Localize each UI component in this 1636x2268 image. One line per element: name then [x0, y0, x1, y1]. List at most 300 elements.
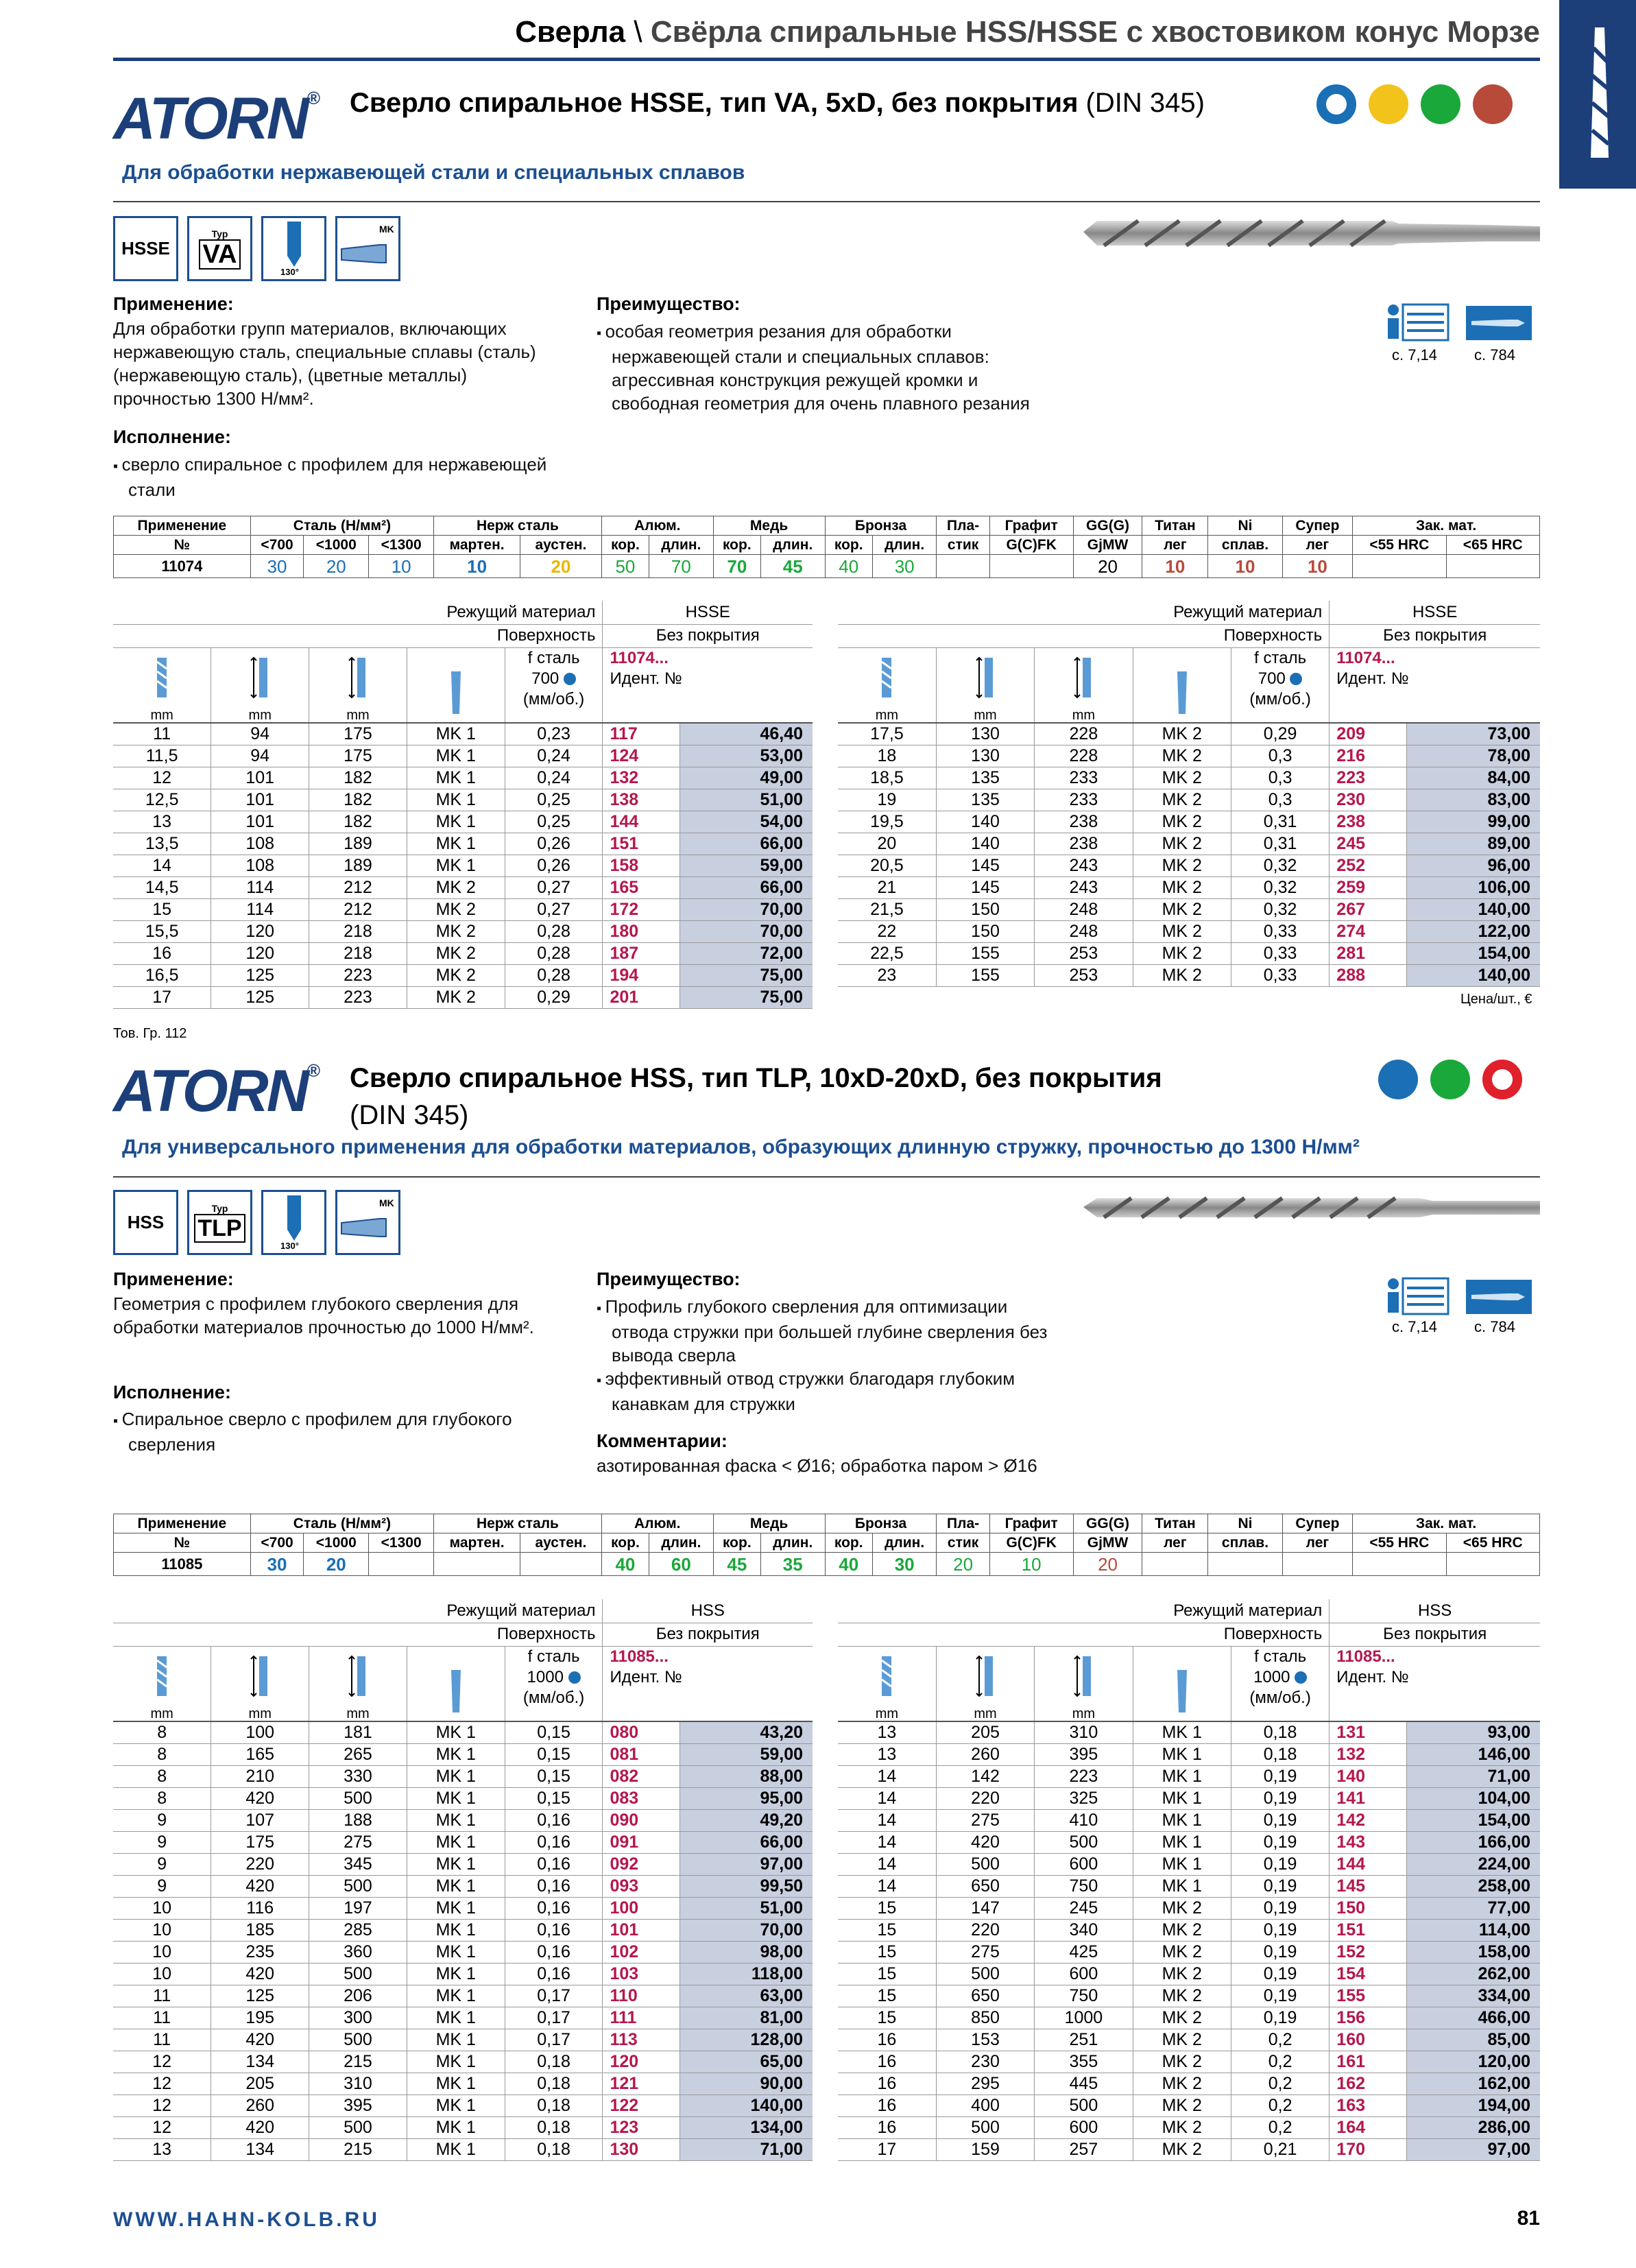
- table-row[interactable]: [113, 789, 813, 811]
- diameter-cell: 16: [838, 2029, 936, 2051]
- table-row[interactable]: [838, 767, 1540, 789]
- ident-cell: 158: [603, 855, 679, 876]
- total-length-cell: 181: [309, 1721, 407, 1743]
- price-cell: 70,00: [679, 898, 813, 920]
- app-subheader-cell: <1000: [304, 1533, 369, 1553]
- feed-cell: 0,32: [1231, 876, 1329, 898]
- table-row[interactable]: [838, 2138, 1540, 2160]
- total-length-cell: 245: [1035, 1897, 1133, 1919]
- feed-cell: 0,16: [505, 1809, 603, 1831]
- flute-length-cell: 295: [936, 2073, 1034, 2094]
- diameter-cell: 14,5: [113, 876, 211, 898]
- table-row[interactable]: [113, 964, 813, 986]
- app-value-cell: [1208, 1553, 1282, 1576]
- total-length-cell: 182: [309, 789, 407, 811]
- table-row[interactable]: [113, 723, 813, 745]
- price-cell: 96,00: [1406, 855, 1540, 876]
- feed-cell: 0,19: [1231, 1809, 1329, 1831]
- flute-length-cell: 135: [936, 767, 1034, 789]
- table-row[interactable]: [838, 2073, 1540, 2094]
- feed-cell: 0,28: [505, 920, 603, 942]
- feed-cell: 0,18: [505, 2116, 603, 2138]
- feed-cell: 0,15: [505, 1743, 603, 1765]
- total-length-cell: 285: [309, 1919, 407, 1941]
- diameter-cell: 9: [113, 1875, 211, 1897]
- taper-cell: MK 2: [407, 920, 505, 942]
- price-cell: 59,00: [679, 855, 813, 876]
- app-header-cell: Сталь (Н/мм²): [250, 516, 433, 536]
- price-cell: 46,40: [679, 723, 813, 745]
- table-row[interactable]: [838, 1897, 1540, 1919]
- table-row[interactable]: [113, 2051, 813, 2073]
- price-cell: 49,20: [679, 1809, 813, 1831]
- price-cell: 66,00: [679, 833, 813, 855]
- app-value-cell: [1353, 555, 1446, 578]
- app-subheader-cell: мартен.: [434, 1533, 520, 1553]
- svg-text:130°: 130°: [280, 1240, 299, 1250]
- diameter-cell: 11: [113, 723, 211, 745]
- table-row[interactable]: [113, 986, 813, 1008]
- table-row[interactable]: [113, 1853, 813, 1875]
- table-row[interactable]: [113, 1831, 813, 1853]
- table-row[interactable]: [838, 1809, 1540, 1831]
- diameter-cell: 12,5: [113, 789, 211, 811]
- table-row[interactable]: [838, 964, 1540, 986]
- flute-length-cell: 150: [936, 898, 1034, 920]
- table-row[interactable]: [113, 876, 813, 898]
- diameter-cell: 14: [838, 1787, 936, 1809]
- price-cell: 134,00: [679, 2116, 813, 2138]
- app-header-cell: Медь: [713, 516, 825, 536]
- app-subheader-cell: аустен.: [520, 536, 602, 555]
- diameter-cell: 20,5: [838, 855, 936, 876]
- table-row[interactable]: [838, 2029, 1540, 2051]
- app-subheader-cell: <1000: [304, 536, 369, 555]
- total-length-cell: 253: [1035, 964, 1133, 986]
- table-row[interactable]: [113, 2138, 813, 2160]
- total-length-cell: 1000: [1035, 2007, 1133, 2029]
- feed-cell: 0,19: [1231, 1853, 1329, 1875]
- feed-cell: 0,16: [505, 1963, 603, 1985]
- table-row[interactable]: [113, 1787, 813, 1809]
- ident-cell: 144: [1330, 1853, 1407, 1875]
- ident-cell: 083: [603, 1787, 679, 1809]
- diameter-cell: 16,5: [113, 964, 211, 986]
- type-va-icon: Typ VA: [187, 216, 252, 281]
- flute-length-cell: 650: [936, 1985, 1034, 2007]
- total-length-cell: 215: [309, 2138, 407, 2160]
- table-row[interactable]: [113, 855, 813, 876]
- table-row[interactable]: [838, 1875, 1540, 1897]
- feed-cell: 0,18: [1231, 1721, 1329, 1743]
- surface-value: Без покрытия: [603, 1623, 813, 1646]
- app-subheader-cell: лег: [1142, 1533, 1208, 1553]
- advantage-list: ▪ Профиль глубокого сверления для оптимизации отвода стружки при большей глубине сверления без вывода сверла ▪ эффективный отвод стружки благодаря глубоким канавкам для стружки: [597, 1295, 1063, 1416]
- diameter-cell: 13: [113, 811, 211, 833]
- table-row[interactable]: [838, 1963, 1540, 1985]
- price-cell: 83,00: [1406, 789, 1540, 811]
- feed-cell: 0,21: [1231, 2138, 1329, 2160]
- app-subheader-cell: лег: [1282, 1533, 1352, 1553]
- price-cell: 72,00: [679, 942, 813, 964]
- app-subheader-cell: <1300: [369, 536, 434, 555]
- flute-length-cell: 101: [211, 811, 309, 833]
- product-table-right: [838, 601, 1540, 987]
- total-length-cell: 340: [1035, 1919, 1133, 1941]
- app-header-cell: Медь: [713, 1514, 825, 1533]
- total-length-cell: 310: [309, 2073, 407, 2094]
- app-header-cell: Зак. мат.: [1353, 516, 1540, 536]
- total-length-cell: 500: [309, 1787, 407, 1809]
- app-header-cell: Алюм.: [601, 1514, 713, 1533]
- app-subheader-cell: длин.: [760, 1533, 825, 1553]
- flute-length-cell: 150: [936, 920, 1034, 942]
- table-row[interactable]: [838, 1919, 1540, 1941]
- flute-length-icon: mm: [211, 647, 309, 723]
- ident-cell: 187: [603, 942, 679, 964]
- table-row[interactable]: [838, 789, 1540, 811]
- svg-text:MK: MK: [378, 223, 394, 235]
- page-ref[interactable]: с. 7,14: [1392, 346, 1438, 363]
- material-label: Режущий материал: [113, 1599, 603, 1623]
- feed-cell: 0,16: [505, 1941, 603, 1963]
- taper-cell: MK 2: [407, 876, 505, 898]
- diameter-cell: 17: [113, 986, 211, 1008]
- table-row[interactable]: [113, 1897, 813, 1919]
- app-value-cell: [937, 555, 989, 578]
- price-cell: 63,00: [679, 1985, 813, 2007]
- diameter-cell: 17,5: [838, 723, 936, 745]
- total-length-cell: 223: [309, 986, 407, 1008]
- table-row[interactable]: [838, 855, 1540, 876]
- table-row[interactable]: [838, 1743, 1540, 1765]
- total-length-cell: 182: [309, 811, 407, 833]
- ident-cell: 132: [1330, 1743, 1407, 1765]
- table-row[interactable]: [113, 767, 813, 789]
- surface-label: Поверхность: [838, 1623, 1330, 1646]
- flute-length-cell: 125: [211, 986, 309, 1008]
- app-header-cell: Пла-: [937, 1514, 989, 1533]
- feed-header: f сталь 1000 (мм/об.): [1231, 1646, 1329, 1721]
- ident-cell: 143: [1330, 1831, 1407, 1853]
- total-length-cell: 600: [1035, 1963, 1133, 1985]
- total-length-cell: 500: [309, 2116, 407, 2138]
- table-row[interactable]: [838, 811, 1540, 833]
- diameter-cell: 15: [838, 1985, 936, 2007]
- price-cell: 70,00: [679, 1919, 813, 1941]
- table-row[interactable]: [838, 833, 1540, 855]
- flute-length-cell: 94: [211, 723, 309, 745]
- price-cell: 140,00: [1406, 964, 1540, 986]
- table-row[interactable]: [838, 1831, 1540, 1853]
- ident-cell: 101: [603, 1919, 679, 1941]
- app-header-cell: Графит: [989, 516, 1073, 536]
- table-row[interactable]: [838, 1721, 1540, 1743]
- feed-cell: 0,33: [1231, 964, 1329, 986]
- ident-cell: 238: [1330, 811, 1407, 833]
- app-value-cell: [434, 1553, 520, 1576]
- taper-cell: MK 2: [1133, 1897, 1231, 1919]
- total-length-icon: mm: [1035, 1646, 1133, 1721]
- table-row[interactable]: [113, 898, 813, 920]
- app-value-cell: 10: [1282, 555, 1352, 578]
- feed-cell: 0,24: [505, 767, 603, 789]
- taper-icon: [407, 1646, 505, 1721]
- total-length-cell: 233: [1035, 767, 1133, 789]
- flute-length-cell: 134: [211, 2051, 309, 2073]
- table-row[interactable]: [838, 876, 1540, 898]
- table-row[interactable]: [113, 745, 813, 767]
- app-value-cell: 70: [713, 555, 760, 578]
- ident-cell: 100: [603, 1897, 679, 1919]
- diameter-cell: 12: [113, 2073, 211, 2094]
- total-length-cell: 248: [1035, 898, 1133, 920]
- product-table-right: [838, 1599, 1540, 2161]
- table-row[interactable]: [838, 1985, 1540, 2007]
- taper-cell: MK 1: [407, 1765, 505, 1787]
- price-cell: 258,00: [1406, 1875, 1540, 1897]
- ident-cell: 165: [603, 876, 679, 898]
- taper-icon: [407, 647, 505, 723]
- feed-cell: 0,27: [505, 898, 603, 920]
- drill-ref-icon[interactable]: [1466, 306, 1532, 344]
- app-value-cell: 60: [649, 1553, 714, 1576]
- diameter-cell: 22: [838, 920, 936, 942]
- table-row[interactable]: [113, 2007, 813, 2029]
- diameter-cell: 14: [838, 1853, 936, 1875]
- feed-cell: 0,23: [505, 723, 603, 745]
- taper-cell: MK 2: [407, 986, 505, 1008]
- app-value-cell: 40: [825, 1553, 872, 1576]
- table-row[interactable]: [838, 2007, 1540, 2029]
- flute-length-cell: 260: [211, 2094, 309, 2116]
- table-row[interactable]: [113, 1963, 813, 1985]
- application-table: [113, 1514, 1540, 1576]
- table-row[interactable]: [113, 2116, 813, 2138]
- material-dot: [1369, 84, 1408, 124]
- ident-cell: 161: [1330, 2051, 1407, 2073]
- info-icon[interactable]: [1385, 1276, 1451, 1320]
- diameter-cell: 13: [838, 1743, 936, 1765]
- total-length-cell: 257: [1035, 2138, 1133, 2160]
- feed-cell: 0,16: [505, 1853, 603, 1875]
- table-row[interactable]: [838, 2116, 1540, 2138]
- diameter-cell: 15: [838, 2007, 936, 2029]
- price-cell: 90,00: [679, 2073, 813, 2094]
- taper-cell: MK 2: [1133, 1941, 1231, 1963]
- table-row[interactable]: [838, 745, 1540, 767]
- taper-cell: MK 1: [407, 1809, 505, 1831]
- feed-header: f сталь 700 (мм/об.): [505, 647, 603, 723]
- execution-list: ▪ сверло спиральное с профилем для нержавеющей стали: [113, 453, 552, 501]
- ident-header: 11085... Идент. №: [603, 1646, 813, 1721]
- app-subheader-cell: длин.: [649, 536, 714, 555]
- price-cell: 286,00: [1406, 2116, 1540, 2138]
- table-row[interactable]: [838, 1941, 1540, 1963]
- feed-dot-icon: [568, 1671, 581, 1684]
- diameter-cell: 14: [113, 855, 211, 876]
- ident-header: 11074... Идент. №: [1330, 647, 1540, 723]
- price-cell: 122,00: [1406, 920, 1540, 942]
- execution-heading: Исполнение:: [113, 427, 231, 447]
- taper-cell: MK 1: [1133, 1853, 1231, 1875]
- taper-cell: MK 2: [1133, 745, 1231, 767]
- feed-cell: 0,17: [505, 1985, 603, 2007]
- advantage-heading: Преимущество:: [597, 294, 741, 314]
- feed-cell: 0,2: [1231, 2029, 1329, 2051]
- flute-length-cell: 220: [936, 1787, 1034, 1809]
- price-cell: 75,00: [679, 964, 813, 986]
- table-row[interactable]: [838, 920, 1540, 942]
- total-length-cell: 500: [309, 1963, 407, 1985]
- taper-cell: MK 1: [407, 789, 505, 811]
- table-row[interactable]: [113, 920, 813, 942]
- table-row[interactable]: [113, 1919, 813, 1941]
- ident-cell: 092: [603, 1853, 679, 1875]
- atorn-logo: ATORN®: [113, 86, 320, 152]
- total-length-cell: 355: [1035, 2051, 1133, 2073]
- app-subheader-cell: длин.: [872, 536, 937, 555]
- price-cell: 128,00: [679, 2029, 813, 2051]
- table-row[interactable]: [113, 2073, 813, 2094]
- ident-cell: 142: [1330, 1809, 1407, 1831]
- feed-cell: 0,2: [1231, 2094, 1329, 2116]
- ident-cell: 140: [1330, 1765, 1407, 1787]
- ident-cell: 123: [603, 2116, 679, 2138]
- flute-length-cell: 125: [211, 964, 309, 986]
- feed-cell: 0,16: [505, 1831, 603, 1853]
- table-row[interactable]: [838, 2051, 1540, 2073]
- table-row[interactable]: [113, 1941, 813, 1963]
- taper-cell: MK 1: [407, 1897, 505, 1919]
- ident-cell: 162: [1330, 2073, 1407, 2094]
- table-row[interactable]: [838, 1787, 1540, 1809]
- diameter-cell: 15: [838, 1897, 936, 1919]
- diameter-cell: 14: [838, 1765, 936, 1787]
- diameter-cell: 20: [838, 833, 936, 855]
- taper-cell: MK 1: [407, 2094, 505, 2116]
- table-row[interactable]: [113, 2029, 813, 2051]
- material-dot: [1421, 84, 1460, 124]
- info-icon[interactable]: [1385, 302, 1451, 346]
- price-cell: 71,00: [1406, 1765, 1540, 1787]
- taper-cell: MK 1: [407, 833, 505, 855]
- diameter-cell: 15: [838, 1919, 936, 1941]
- ident-cell: 082: [603, 1765, 679, 1787]
- table-row[interactable]: [113, 1985, 813, 2007]
- table-row[interactable]: [113, 1875, 813, 1897]
- app-value-cell: 10: [434, 555, 520, 578]
- taper-cell: MK 1: [407, 1963, 505, 1985]
- ident-cell: 223: [1330, 767, 1407, 789]
- drill-ref-icon[interactable]: [1466, 1280, 1532, 1317]
- ident-cell: 122: [603, 2094, 679, 2116]
- flute-length-cell: 275: [936, 1809, 1034, 1831]
- app-value-cell: [1353, 1553, 1446, 1576]
- table-row[interactable]: [838, 1765, 1540, 1787]
- app-code-cell: 11085: [114, 1553, 251, 1576]
- app-header-cell: Нерж сталь: [434, 516, 602, 536]
- table-row[interactable]: [838, 1853, 1540, 1875]
- website-footer[interactable]: WWW.HAHN-KOLB.RU: [113, 2208, 380, 2231]
- price-cell: 88,00: [679, 1765, 813, 1787]
- total-length-cell: 223: [1035, 1765, 1133, 1787]
- feed-cell: 0,19: [1231, 1787, 1329, 1809]
- type-tlp-icon: Typ TLP: [187, 1190, 252, 1255]
- taper-cell: MK 1: [1133, 1743, 1231, 1765]
- table-row[interactable]: [838, 723, 1540, 745]
- table-row[interactable]: [113, 833, 813, 855]
- flute-length-cell: 205: [211, 2073, 309, 2094]
- table-row[interactable]: [113, 1721, 813, 1743]
- material-value: HSSE: [1330, 601, 1540, 624]
- ident-cell: 103: [603, 1963, 679, 1985]
- feed-cell: 0,3: [1231, 767, 1329, 789]
- taper-cell: MK 2: [1133, 2007, 1231, 2029]
- feed-cell: 0,26: [505, 855, 603, 876]
- diameter-icon: mm: [838, 1646, 936, 1721]
- price-cell: 51,00: [679, 1897, 813, 1919]
- flute-length-cell: 235: [211, 1941, 309, 1963]
- app-value-cell: 20: [304, 555, 369, 578]
- taper-cell: MK 1: [407, 1787, 505, 1809]
- taper-cell: MK 1: [407, 1985, 505, 2007]
- table-row[interactable]: [113, 942, 813, 964]
- material-dot: [1378, 1060, 1418, 1099]
- table-row[interactable]: [113, 2094, 813, 2116]
- flute-length-cell: 101: [211, 767, 309, 789]
- flute-length-cell: 205: [936, 1721, 1034, 1743]
- hss-icon: HSS: [113, 1190, 178, 1255]
- app-subheader-cell: GjMW: [1073, 1533, 1142, 1553]
- app-value-cell: 20: [304, 1553, 369, 1576]
- diameter-cell: 16: [113, 942, 211, 964]
- diameter-icon: mm: [113, 647, 211, 723]
- point-angle-icon: [261, 1190, 326, 1255]
- table-row[interactable]: [113, 1809, 813, 1831]
- app-header-cell: Супер: [1282, 516, 1352, 536]
- page-ref[interactable]: с. 7,14: [1392, 1318, 1438, 1335]
- flute-length-cell: 145: [936, 876, 1034, 898]
- application-table: [113, 516, 1540, 578]
- total-length-cell: 410: [1035, 1809, 1133, 1831]
- surface-value: Без покрытия: [603, 624, 813, 647]
- table-row[interactable]: [838, 898, 1540, 920]
- diameter-cell: 11: [113, 1985, 211, 2007]
- diameter-cell: 19,5: [838, 811, 936, 833]
- product-title: Сверло спиральное HSS, тип TLP, 10xD-20xD, без покрытия (DIN 345): [350, 1063, 1162, 1130]
- flute-length-cell: 420: [211, 1875, 309, 1897]
- price-cell: 104,00: [1406, 1787, 1540, 1809]
- table-row[interactable]: [113, 811, 813, 833]
- material-dot: [1316, 84, 1356, 124]
- material-dots: [1378, 1060, 1522, 1099]
- taper-cell: MK 2: [1133, 920, 1231, 942]
- page-ref[interactable]: с. 784: [1474, 1318, 1515, 1335]
- table-row[interactable]: [113, 1743, 813, 1765]
- flute-length-cell: 145: [936, 855, 1034, 876]
- flute-length-cell: 108: [211, 855, 309, 876]
- table-row[interactable]: [113, 1765, 813, 1787]
- table-row[interactable]: [838, 942, 1540, 964]
- price-cell: 66,00: [679, 1831, 813, 1853]
- page-ref[interactable]: с. 784: [1474, 346, 1515, 363]
- flute-length-cell: 114: [211, 898, 309, 920]
- flute-length-cell: 120: [211, 942, 309, 964]
- ident-cell: 150: [1330, 1897, 1407, 1919]
- total-length-cell: 218: [309, 942, 407, 964]
- table-row[interactable]: [838, 2094, 1540, 2116]
